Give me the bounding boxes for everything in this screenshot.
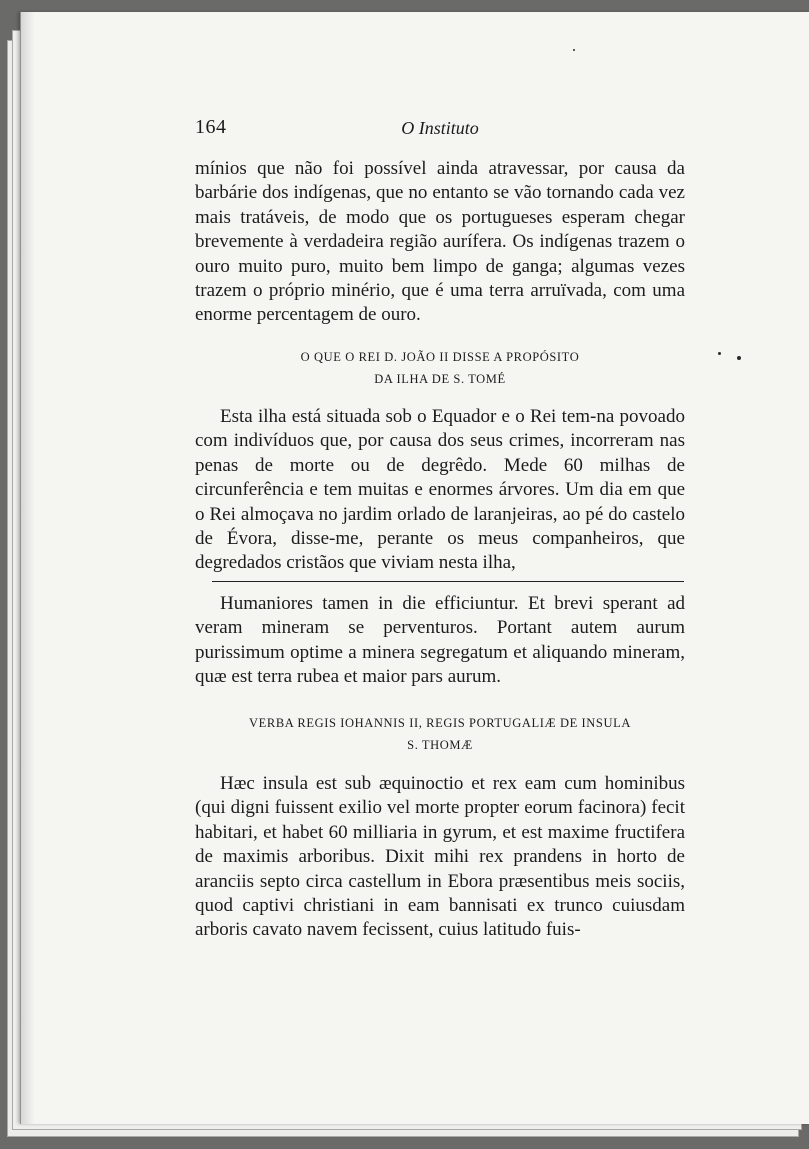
- body-text: Esta ilha está situada sob o Equador e o Rei tem-na povoado com indivíduos que, por causa dos seus crimes, incorreram nas penas de morte ou de degrêdo. Mede 60 milhas de circunferência e tem muitas e enormes árvores. Um dia em que o Rei almoçava no jardim orlado de laranjeiras, ao pé do castelo de Évora, disse-me, perante os meus companheiros, que degredados cristãos que viviam nesta ilha,: [195, 406, 685, 574]
- heading-line: O QUE O REI D. JOÃO II DISSE A PROPÓSITO: [300, 350, 580, 364]
- body-text: Humaniores tamen in die efficiuntur. Et brevi sperant ad veram mineram se perventuros. Portant autem aurum purissimum optime a minera segregatum et aliquando mineram, quæ est terra rubea et maior pars aurum.: [195, 593, 685, 688]
- latin-paragraph-2: [195, 772, 685, 943]
- body-text: mínios que não foi possível ainda atravessar, por causa da barbárie dos indígenas, que no entanto se vão tornando cada vez mais tratáveis, de modo que os portugueses esperam chegar brevemente à verdadeira região aurífera. Os indígenas trazem o ouro muito puro, muito bem limpo de ganga; algumas vezes trazem o próprio minério, que é uma terra arruïvada, com uma enorme percentagem de ouro.: [195, 158, 685, 326]
- page-header: [195, 116, 685, 140]
- paper-speck: [573, 49, 575, 51]
- latin-section-heading: [195, 712, 685, 756]
- portuguese-section-heading: [195, 346, 685, 390]
- portuguese-paragraph-1: [195, 157, 685, 328]
- heading-line: DA ILHA DE S. TOMÉ: [374, 372, 506, 386]
- paper-speck: [718, 352, 721, 355]
- heading-line: VERBA REGIS IOHANNIS II, REGIS PORTUGALIÆ DE INSULA: [249, 716, 631, 730]
- footnote-divider: [212, 581, 684, 582]
- portuguese-paragraph-2: [195, 405, 685, 576]
- body-text: Hæc insula est sub æquinoctio et rex eam cum hominibus (qui digni fuissent exilio vel morte propter eorum facinora) fecit habitari, et habet 60 milliaria in gyrum, et est maxime fructifera de maximis arboribus. Dixit mihi rex prandens in horto de aranciis septo circa castellum in Ebora præsentibus meis sociis, quod captivi christiani in eam bannisati ex trunco cuiusdam arboris cavato navem fecissent, cuius latitudo fuis-: [195, 773, 685, 941]
- heading-line: S. THOMÆ: [407, 738, 473, 752]
- page-number: 164: [195, 116, 227, 138]
- latin-paragraph-1: [195, 592, 685, 690]
- paper-speck: [737, 356, 741, 360]
- running-title: O Instituto: [401, 118, 479, 138]
